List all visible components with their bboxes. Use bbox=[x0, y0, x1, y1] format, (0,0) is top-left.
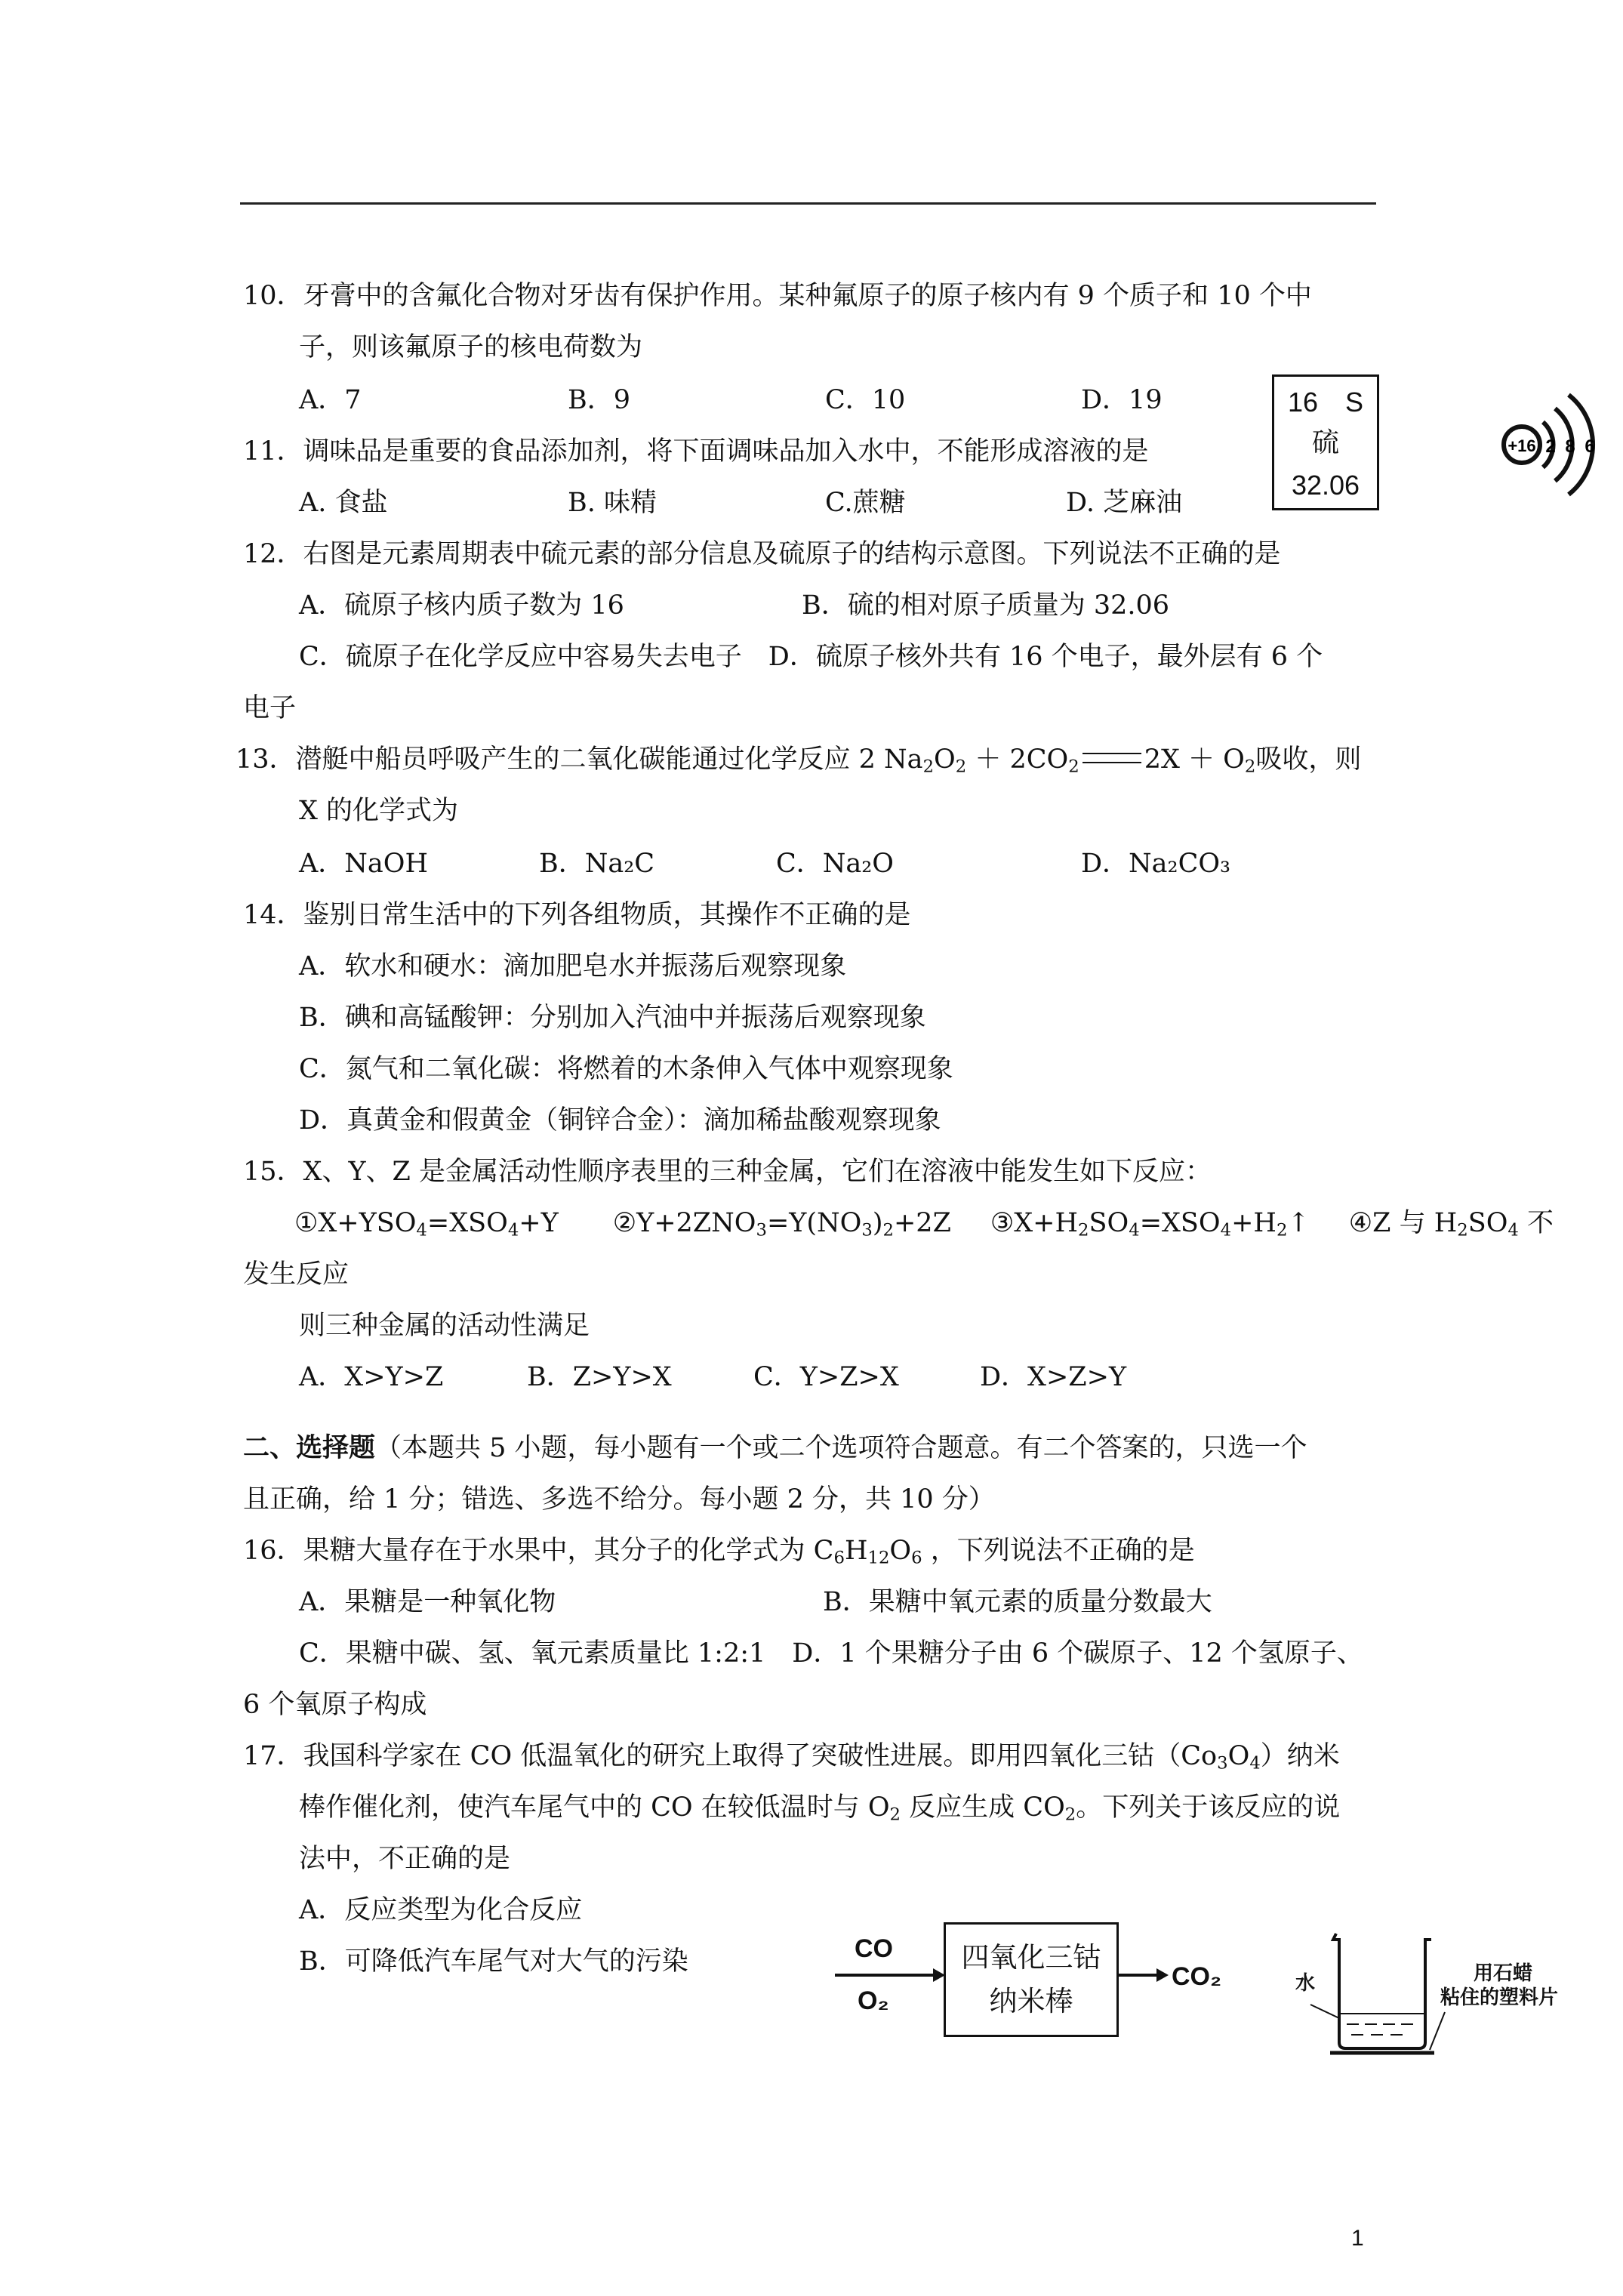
catalyst-label-1: 四氧化三钴 bbox=[961, 1941, 1101, 1974]
q16-option-b: B．果糖中氧元素的质量分数最大 bbox=[823, 1587, 1212, 1617]
q12-option-b: B．硫的相对原子质量为 32.06 bbox=[802, 590, 1170, 621]
q10-option-d: D．19 bbox=[1081, 385, 1163, 415]
q10-stem-cont: 子，则该氟原子的核电荷数为 bbox=[299, 332, 643, 362]
flow-input-co: CO bbox=[855, 1934, 893, 1963]
flow-output-co2: CO₂ bbox=[1172, 1962, 1222, 1991]
q14-option-d: D．真黄金和假黄金（铜锌合金）：滴加稀盐酸观察现象 bbox=[299, 1105, 941, 1136]
q16-stem: 16．果糖大量存在于水果中，其分子的化学式为 $C_6H_{12}O_6$ ，下列说法不正确的是 bbox=[243, 1536, 1195, 1568]
q17-stem-part2: ）纳米 bbox=[1260, 1741, 1340, 1771]
q17-option-b: B．可降低汽车尾气对大气的污染 bbox=[299, 1946, 688, 1977]
q13-option-c: C．Na₂O bbox=[776, 849, 894, 879]
sulfur-atom-structure-diagram bbox=[1501, 380, 1621, 508]
water-leader-line bbox=[1310, 2005, 1339, 2018]
q16-stem-prefix: 16．果糖大量存在于水果中，其分子的化学式为 C bbox=[243, 1536, 834, 1566]
q13-stem: 13．潜艇中船员呼吸产生的二氧化碳能通过化学反应 2 $Na_2O_2 + 2CO_2$ $2X + O_2$吸收，则 bbox=[236, 744, 1362, 777]
beaker-label-line2: 粘住的塑料片 bbox=[1440, 1986, 1559, 2009]
q13-option-d: D．Na₂CO₃ bbox=[1081, 849, 1231, 879]
q17-stem-cont-b: 反应生成 CO bbox=[909, 1792, 1065, 1823]
catalyst-box bbox=[944, 1922, 1119, 2037]
sulfur-element-card bbox=[1272, 374, 1379, 510]
q17-stem: 17．我国科学家在 CO 低温氧化的研究上取得了突破性进展。即用四氧化三钴$(Co_3O_4)$纳米 bbox=[243, 1741, 1340, 1774]
q15-option-b: B．Z>Y>X bbox=[527, 1362, 672, 1392]
beaker-water-label: 水 bbox=[1295, 1972, 1316, 1995]
header-rule bbox=[240, 202, 1376, 205]
q12-option-a: A．硫原子核内质子数为 16 bbox=[299, 590, 624, 621]
element-number-symbol: 16 S bbox=[1287, 387, 1364, 418]
equation-equals-sign bbox=[1083, 753, 1141, 763]
q13-stem-suffix: 吸收，则 bbox=[1255, 744, 1362, 775]
q10-option-b: B．9 bbox=[568, 385, 630, 415]
catalyst-label-2: 纳米棒 bbox=[989, 1985, 1073, 2017]
section2-title: 二、选择题 bbox=[243, 1432, 376, 1463]
q15-reactions-cont: 发生反应 bbox=[243, 1259, 350, 1290]
q15-option-a: A．X>Y>Z bbox=[299, 1362, 444, 1392]
q14-option-c: C．氮气和二氧化碳：将燃着的木条伸入气体中观察现象 bbox=[299, 1054, 953, 1084]
section2-instructions: （本题共 5 小题，每小题有一个或二个选项符合题意。有二个答案的，只选一个 bbox=[375, 1433, 1307, 1463]
q15-reactions: $①X+YSO_4=XSO_4+Y$ $②Y+2ZNO_3=Y(NO_3)_2+2Z$ $③X+H_2SO_4=XSO_4+H_2↑$ ④Z 与 $H_2SO_4$ 不 bbox=[294, 1208, 1554, 1240]
q15-option-c: C．Y>Z>X bbox=[753, 1362, 899, 1392]
q13-option-a: A．NaOH bbox=[299, 849, 428, 879]
q17-stem-part1: 17．我国科学家在 CO 低温氧化的研究上取得了突破性进展。即用四氧化三钴（Co bbox=[243, 1741, 1218, 1771]
q16-stem-suffix: ，下列说法不正确的是 bbox=[930, 1536, 1195, 1566]
q11-option-c: C.蔗糖 bbox=[825, 488, 906, 518]
q10-option-c: C．10 bbox=[825, 385, 906, 415]
sheet-leader-line bbox=[1430, 2012, 1445, 2050]
q17-option-a: A．反应类型为化合反应 bbox=[299, 1895, 583, 1925]
shell-count-3: 6 bbox=[1585, 436, 1595, 457]
q12-stem: 12．右图是元素周期表中硫元素的部分信息及硫原子的结构示意图。下列说法不正确的是 bbox=[243, 539, 1281, 569]
flow-arrow-out bbox=[1119, 1965, 1172, 1985]
nucleus-charge: +16 bbox=[1508, 436, 1536, 455]
q17-stem-cont: 棒作催化剂，使汽车尾气中的 CO 在较低温时与 $O_2$ 反应生成 $CO_2$。下列关于该反应的说 bbox=[299, 1792, 1341, 1825]
q14-option-a: A．软水和硬水：滴加肥皂水并振荡后观察现象 bbox=[299, 951, 847, 982]
q15-prompt: 则三种金属的活动性满足 bbox=[299, 1311, 590, 1341]
flow-input-o2: O₂ bbox=[858, 1986, 889, 2015]
q13-option-b: B．Na₂C bbox=[539, 849, 655, 879]
section2-header bbox=[243, 1432, 1307, 1465]
q11-option-b: B. 味精 bbox=[568, 488, 657, 518]
q11-stem: 11．调味品是重要的食品添加剂，将下面调味品加入水中，不能形成溶液的是 bbox=[243, 436, 1149, 467]
q10-stem: 10．牙膏中的含氟化合物对牙齿有保护作用。某种氟原子的原子核内有 9 个质子和 10 个中 bbox=[243, 281, 1312, 311]
section2-instructions-cont: 且正确，给 1 分；错选、多选不给分。每小题 2 分，共 10 分） bbox=[243, 1484, 995, 1515]
q14-stem: 14．鉴别日常生活中的下列各组物质，其操作不正确的是 bbox=[243, 900, 911, 930]
element-mass: 32.06 bbox=[1291, 470, 1360, 501]
q13-eq-product: 2X ＋ O bbox=[1144, 744, 1245, 775]
q14-option-b: B．碘和高锰酸钾：分别加入汽油中并振荡后观察现象 bbox=[299, 1003, 926, 1033]
beaker-outline bbox=[1333, 1934, 1431, 2048]
q17-stem-cont2: 法中，不正确的是 bbox=[299, 1844, 511, 1874]
q13-stem-prefix: 13．潜艇中船员呼吸产生的二氧化碳能通过化学反应 2 Na bbox=[236, 744, 923, 775]
q12-option-cd: C．硫原子在化学反应中容易失去电子 D．硫原子核外共有 16 个电子，最外层有 6 个 bbox=[299, 642, 1323, 672]
page-number: 1 bbox=[1351, 2226, 1364, 2251]
beaker-label-line1: 用石蜡 bbox=[1474, 1962, 1533, 1985]
q11-option-a: A. 食盐 bbox=[299, 488, 388, 518]
shell-count-1: 2 bbox=[1545, 436, 1556, 457]
q17-stem-cont-c: 。下列关于该反应的说 bbox=[1076, 1792, 1341, 1823]
flow-arrow-in bbox=[835, 1965, 947, 1985]
shell-count-2: 8 bbox=[1565, 436, 1575, 457]
q17-stem-cont-a: 棒作催化剂，使汽车尾气中的 CO 在较低温时与 O bbox=[299, 1792, 890, 1823]
beaker-diagram bbox=[1283, 1929, 1464, 2065]
q15-stem: 15．X、Y、Z 是金属活动性顺序表里的三种金属，它们在溶液中能发生如下反应： bbox=[243, 1157, 1212, 1187]
q10-option-a: A．7 bbox=[299, 385, 362, 415]
q16-option-d-cont: 6 个氧原子构成 bbox=[243, 1690, 427, 1720]
element-name: 硫 bbox=[1311, 427, 1339, 458]
q12-option-d-cont: 电子 bbox=[243, 693, 297, 723]
q15-option-d: D．X>Z>Y bbox=[980, 1362, 1127, 1392]
q11-option-d: D. 芝麻油 bbox=[1066, 488, 1183, 518]
q16-option-cd: C．果糖中碳、氢、氧元素质量比 1:2:1 D．1 个果糖分子由 6 个碳原子、12 个氢原子、 bbox=[299, 1638, 1363, 1669]
q13-stem-cont: X 的化学式为 bbox=[299, 796, 459, 826]
q16-option-a: A．果糖是一种氧化物 bbox=[299, 1587, 556, 1617]
